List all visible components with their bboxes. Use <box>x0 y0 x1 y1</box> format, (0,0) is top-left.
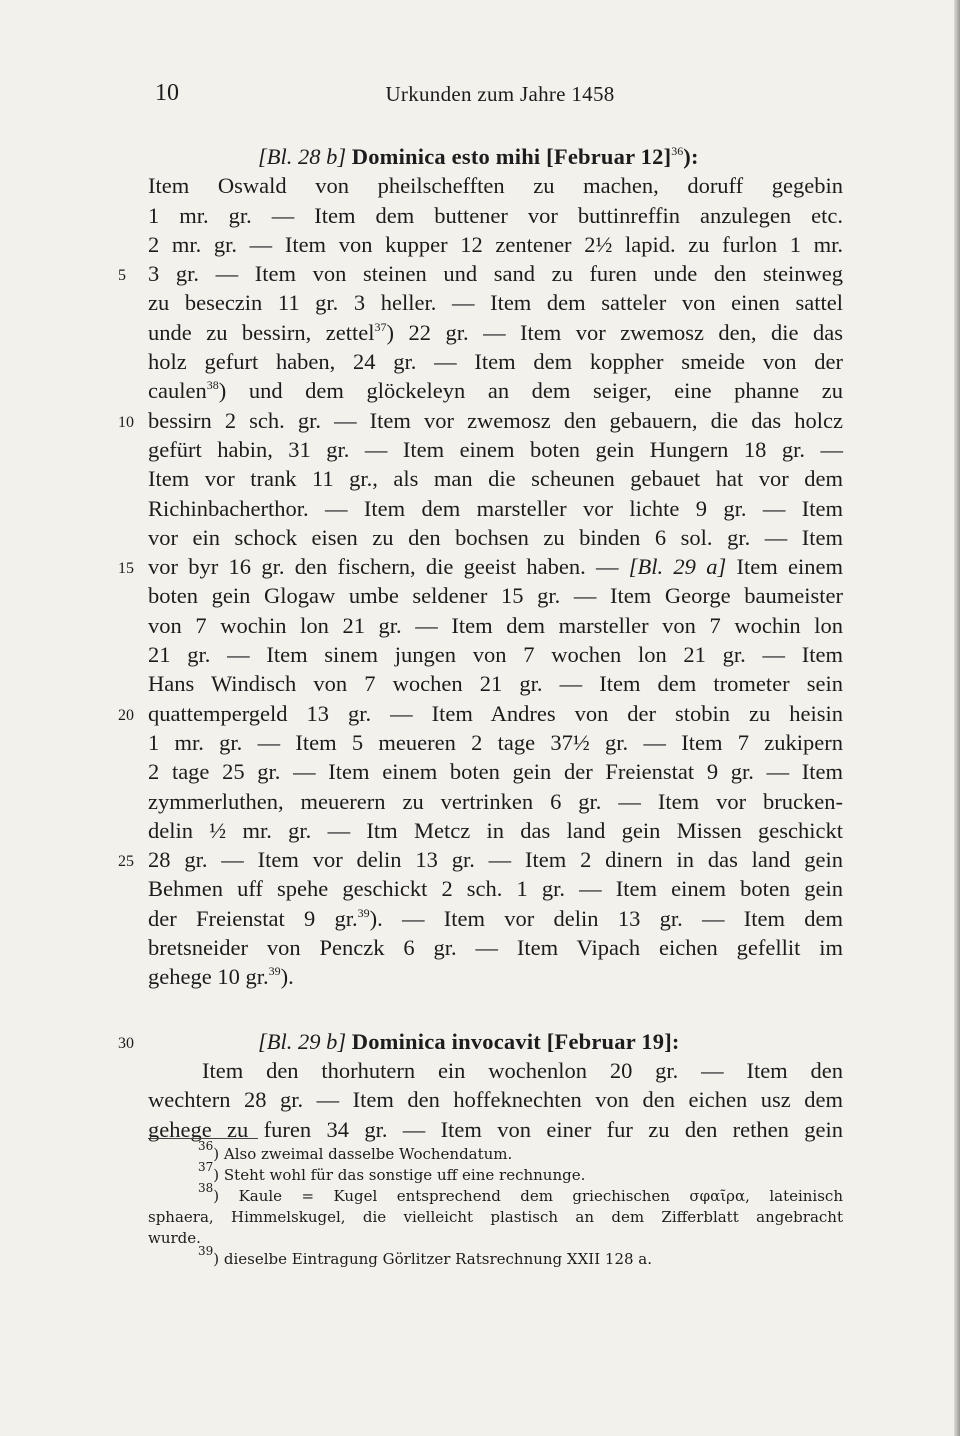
section-heading <box>118 1027 843 1056</box>
section-heading <box>148 142 843 171</box>
text-line <box>148 581 843 610</box>
footnote <box>148 1228 843 1249</box>
line-text: 2 tage 25 gr. — Item einem boten gein der Freienstat 9 gr. — Item <box>148 759 843 785</box>
text-line <box>118 845 843 874</box>
line-text: von 7 wochin lon 21 gr. — Item dem marsteller von 7 wochin lon <box>148 612 843 638</box>
line-text: unde zu bessirn, zettel <box>148 319 375 345</box>
footnote <box>148 1207 843 1228</box>
footnote <box>148 1139 843 1165</box>
text-line <box>148 1085 843 1114</box>
text-line <box>148 376 843 405</box>
footnote-marker: 38 <box>206 378 219 393</box>
line-text: zu beseczin 11 gr. 3 heller. — Item dem satteler von einen sattel <box>148 290 843 316</box>
text-line <box>148 171 843 200</box>
text-line <box>118 406 843 435</box>
footnote-text: wurde. <box>148 1229 201 1247</box>
line-text-continued: ). <box>280 964 294 990</box>
line-text-continued: ) und dem glöckeleyn an dem seiger, eine phanne zu <box>218 378 843 404</box>
line-text: quattempergeld 13 gr. — Item Andres von der stobin zu heisin <box>148 700 843 726</box>
text-line <box>118 552 843 581</box>
line-text: gehege zu furen 34 gr. — Item von einer fur zu den rethen gein <box>148 1116 843 1142</box>
text-line <box>118 259 843 288</box>
footnote-marker: 39 <box>357 905 370 920</box>
text-line <box>148 669 843 698</box>
text-line <box>148 494 843 523</box>
footnote-text: sphaera, Himmelskugel, die vielleicht plastisch an dem Zifferblatt angebracht <box>148 1208 843 1226</box>
line-text-continued: Item einem <box>726 554 843 580</box>
footnote-text: ) Steht wohl für das sonstige uff eine rechnunge. <box>213 1166 586 1184</box>
text-line <box>148 318 843 347</box>
scan-edge <box>954 0 960 1436</box>
text-line <box>148 347 843 376</box>
line-number: 10 <box>118 413 134 431</box>
footnotes <box>148 1139 843 1270</box>
line-text: wechtern 28 gr. — Item den hoffeknechten von den eichen usz dem <box>148 1087 843 1113</box>
line-text: Richinbacherthor. — Item dem marsteller vor lichte 9 gr. — Item <box>148 495 843 521</box>
line-text-continued: ) 22 gr. — Item vor zwemosz den, die das <box>386 319 843 345</box>
line-text: 28 gr. — Item vor delin 13 gr. — Item 2 dinern in das land gein <box>148 847 843 873</box>
footnote <box>148 1181 843 1207</box>
line-text: gefürt habin, 31 gr. — Item einem boten gein Hungern 18 gr. — <box>148 436 843 462</box>
folio-reference: [Bl. 28 b] <box>258 144 347 169</box>
section-gap <box>148 992 843 1027</box>
text-line <box>148 874 843 903</box>
folio-reference: [Bl. 29 b] <box>258 1028 347 1054</box>
running-title: Urkunden zum Jahre 1458 <box>385 82 615 106</box>
text-line <box>148 435 843 464</box>
line-text: Item vor trank 11 gr., als man die scheunen gebauet hat vor dem <box>148 466 843 492</box>
footnote-number: 38 <box>198 1181 214 1195</box>
line-number: 30 <box>118 1034 134 1052</box>
line-text: 1 mr. gr. — Item 5 meueren 2 tage 37½ gr. — Item 7 zukipern <box>148 729 843 755</box>
section-title: Dominica esto mihi [Februar 12] <box>351 144 672 169</box>
footnote-marker: 37 <box>374 319 387 334</box>
folio-reference: [Bl. 29 a] <box>628 554 727 580</box>
line-text: der Freienstat 9 gr. <box>148 905 358 931</box>
line-text: Item den thorhutern ein wochenlon 20 gr. — Item den <box>202 1057 843 1083</box>
line-text: Hans Windisch von 7 wochen 21 gr. — Item dem trometer sein <box>148 671 843 697</box>
text-line <box>148 523 843 552</box>
section-title: Dominica invocavit [Februar 19]: <box>351 1028 680 1054</box>
footnote-number: 39 <box>198 1244 214 1258</box>
text-line <box>148 933 843 962</box>
footnote-marker: 36 <box>671 144 684 158</box>
footnote-text: ) dieselbe Eintragung Görlitzer Ratsrechnung XXII 128 a. <box>213 1250 653 1268</box>
line-text: bretsneider von Penczk 6 gr. — Item Vipach eichen gefellit im <box>148 935 843 961</box>
page-header <box>155 80 845 116</box>
footnote-text: ) Kaule = Kugel entsprechend dem griechischen σφαῖρα, lateinisch <box>213 1187 843 1205</box>
body-text <box>118 142 843 1144</box>
text-line <box>148 464 843 493</box>
line-text: vor ein schock eisen zu den bochsen zu binden 6 sol. gr. — Item <box>148 524 843 550</box>
text-line <box>148 787 843 816</box>
line-text: Behmen uff spehe geschickt 2 sch. 1 gr. — Item einem boten gein <box>148 876 843 902</box>
text-line <box>148 816 843 845</box>
line-text: Item Oswald von pheilschefften zu machen, doruff gegebin <box>148 173 843 199</box>
text-line <box>148 904 843 933</box>
footnote-number: 36 <box>198 1139 214 1153</box>
line-text: holz gefurt haben, 24 gr. — Item dem koppher smeide von der <box>148 349 843 375</box>
text-line <box>148 1115 843 1144</box>
line-text: zymmerluthen, meuerern zu vertrinken 6 gr. — Item vor brucken- <box>148 788 843 814</box>
line-number: 15 <box>118 560 134 578</box>
line-text: vor byr 16 gr. den fischern, die geeist haben. — <box>148 554 629 580</box>
text-line <box>148 962 843 991</box>
text-line <box>148 230 843 259</box>
line-number: 25 <box>118 853 134 871</box>
text-line <box>148 640 843 669</box>
line-text: caulen <box>148 378 207 404</box>
line-text: delin ½ mr. gr. — Itm Metcz in das land gein Missen geschickt <box>148 817 843 843</box>
line-text: gehege 10 gr. <box>148 964 269 990</box>
line-text: 21 gr. — Item sinem jungen von 7 wochen lon 21 gr. — Item <box>148 642 843 668</box>
text-line <box>148 1056 843 1085</box>
page-number: 10 <box>155 80 179 106</box>
line-number: 5 <box>118 267 126 285</box>
footnote-text: ) Also zweimal dasselbe Wochendatum. <box>213 1145 513 1163</box>
footnote-number: 37 <box>198 1160 214 1174</box>
text-line <box>148 728 843 757</box>
text-line <box>148 288 843 317</box>
footnote <box>148 1244 843 1270</box>
footnote-marker: 39 <box>268 964 281 979</box>
line-text: 3 gr. — Item von steinen und sand zu furen unde den steinweg <box>148 261 843 287</box>
text-line <box>118 699 843 728</box>
line-text: 2 mr. gr. — Item von kupper 12 zentener 2½ lapid. zu furlon 1 mr. <box>148 231 843 257</box>
text-line <box>148 611 843 640</box>
footnote <box>148 1160 843 1186</box>
heading-suffix: ): <box>683 144 699 169</box>
line-text: boten gein Glogaw umbe seldener 15 gr. — Item George baumeister <box>148 583 843 609</box>
line-text-continued: ). — Item vor delin 13 gr. — Item dem <box>369 905 843 931</box>
line-text: bessirn 2 sch. gr. — Item vor zwemosz den gebauern, die das holcz <box>148 407 843 433</box>
text-line <box>148 201 843 230</box>
line-text: 1 mr. gr. — Item dem buttener vor buttinreffin anzulegen etc. <box>148 202 843 228</box>
text-line <box>148 757 843 786</box>
line-number: 20 <box>118 706 134 724</box>
